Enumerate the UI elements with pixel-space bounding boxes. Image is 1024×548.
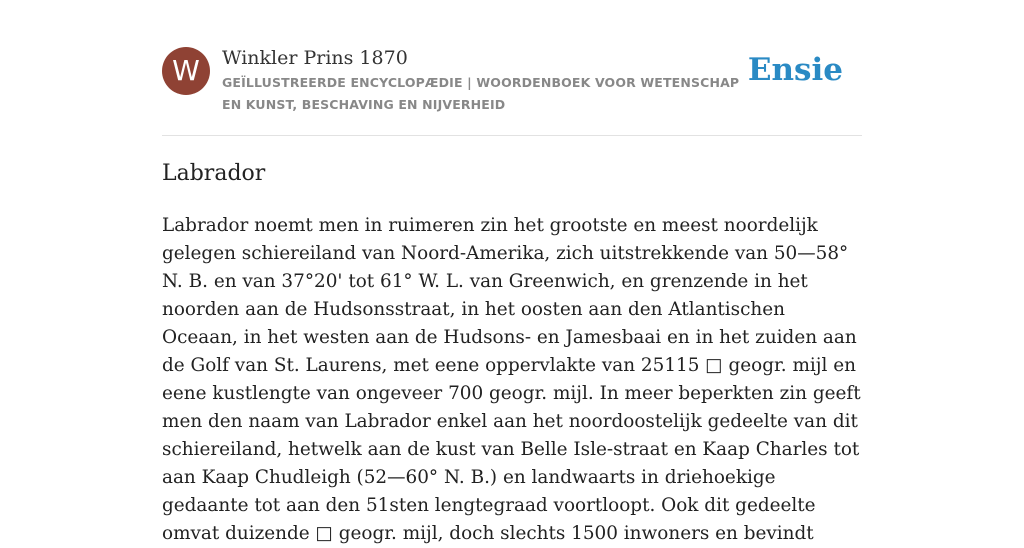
article-title: Labrador <box>162 161 266 186</box>
source-subtitle: GEÏLLUSTREERDE ENCYCLOPÆDIE | WOORDENBOEK VOOR WETENSCHAP EN KUNST, BESCHAVING EN NIJVERHEID <box>222 75 740 112</box>
article-body: Labrador noemt men in ruimeren zin het grootste en meest noordelijk gelegen schiereiland van Noord-Amerika, zich uitstrekkende van 50—58° N. B. en van 37°20' tot 61° W. L. van Greenwich, en grenzende in het noorden aan de Hudsonsstraat, in het oosten aan den Atlantischen Oceaan, in het westen aan de Hudsons- en Jamesbaai en in het zuiden aan de Golf van St. Laurens, met eene oppervlakte van 25115 □ geogr. mijl en eene kustlengte van ongeveer 700 geogr. mijl. In meer beperkten zin geeft men den naam van Labrador enkel aan het noordoostelijk gedeelte van dit schiereiland, hetwelk aan de kust van Belle Isle-straat en Kaap Charles tot aan Kaap Chudleigh (52—60° N. B.) en landwaarts in driehoekige gedaante tot aan den 51sten lengtegraad voortloopt. Ook dit gedeelte omvat duizende □ geogr. mijl, doch slechts 1500 inwoners en bevindt <box>162 215 861 544</box>
source-title[interactable]: Winkler Prins 1870 <box>222 47 408 69</box>
ensie-logo[interactable]: Ensie <box>747 52 843 88</box>
source-avatar[interactable]: W <box>162 47 210 95</box>
header-divider <box>162 135 862 136</box>
